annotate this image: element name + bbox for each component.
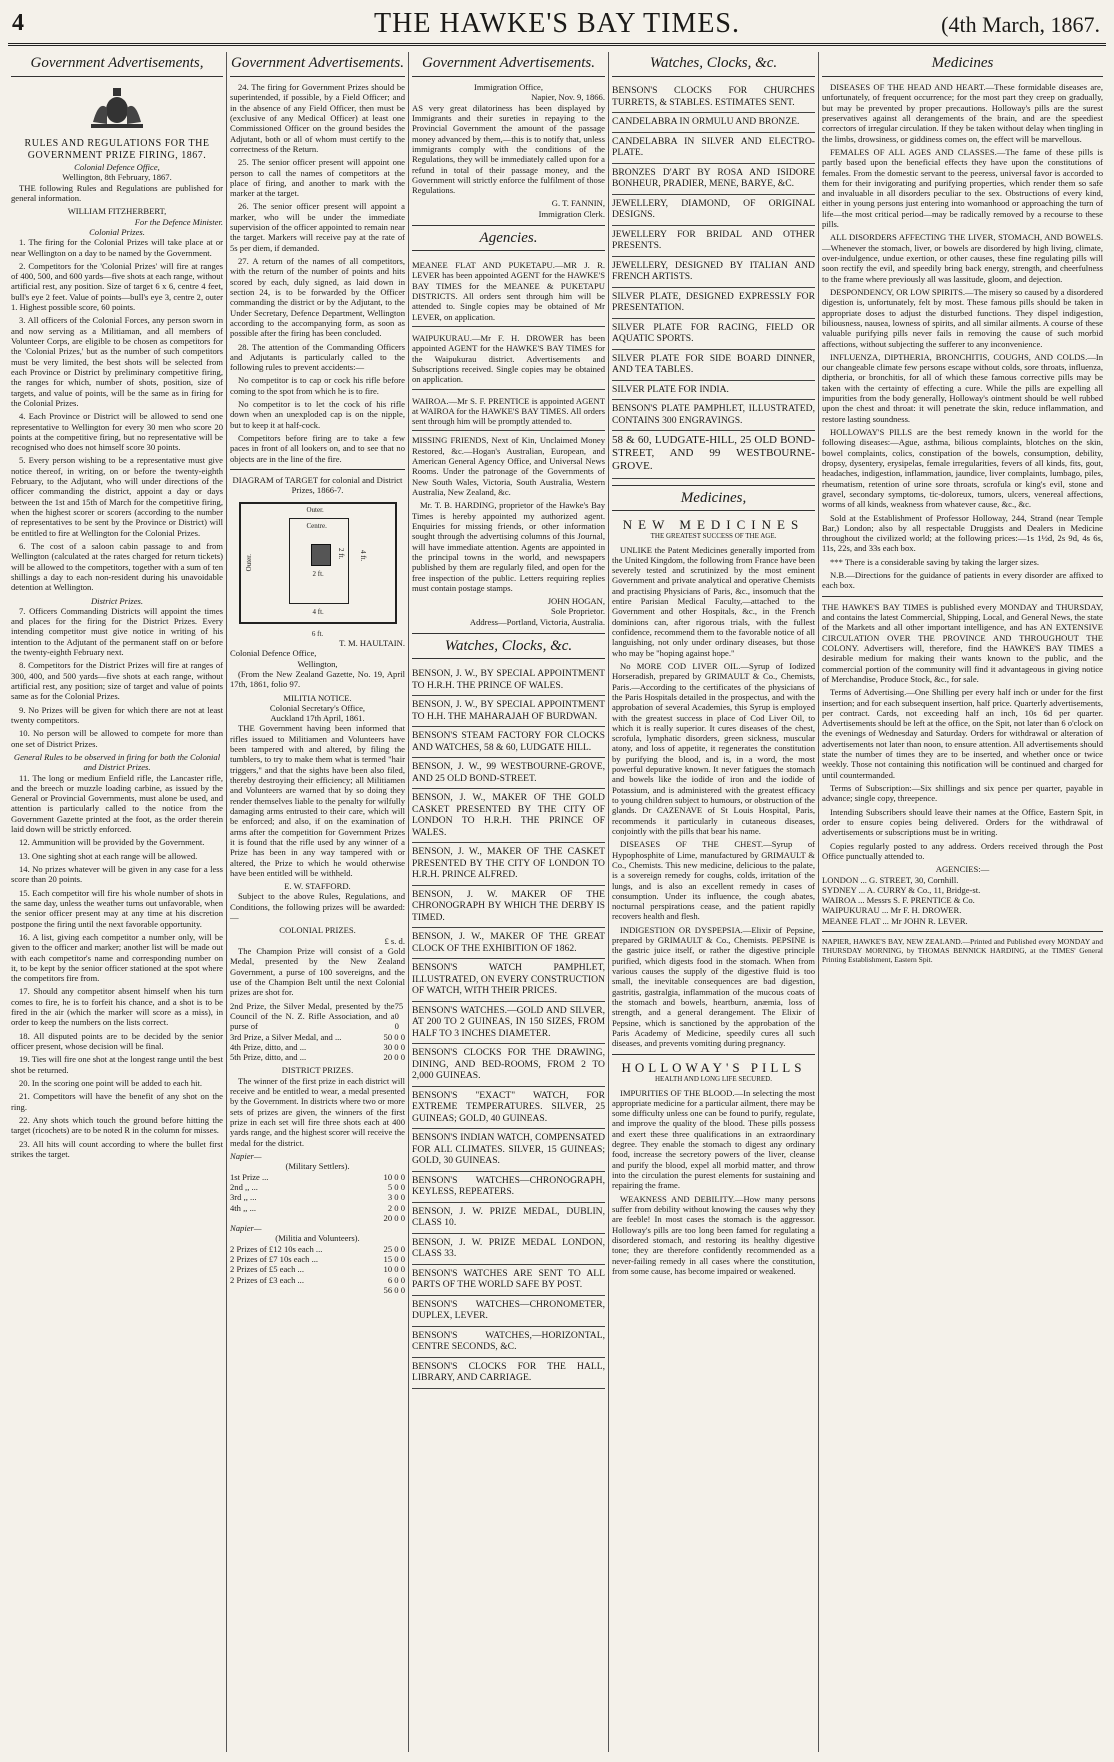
champion-prize: The Champion Prize will consist of a Gold Medal, presented by the New Zealand Government, a purse of 100 sovereigns, and the use of the Champion Belt until the next Colonial prizes are shot for.	[230, 946, 405, 998]
benson-ad: BENSON, J. W., 99 WESTBOURNE-GROVE, AND 25 OLD BOND-STREET.	[412, 758, 605, 789]
rule-text: 12. Ammunition will be provided by the Government.	[19, 837, 205, 848]
column-1	[8, 52, 226, 1752]
target-label-4ft: 4 ft.	[358, 549, 367, 561]
jewellery-ad: SILVER PLATE FOR INDIA.	[612, 381, 815, 401]
agent-line: SYDNEY ... A. CURRY & Co., 11, Bridge-st.	[822, 884, 981, 895]
rule-text: 28. The attention of the Commanding Officers and Adjutants is particularly called to the following rules to prevent accidents:—	[230, 341, 405, 373]
new-medicines-subtitle: THE GREATEST SUCCESS OF THE AGE.	[650, 532, 777, 541]
agency-notice: WAIROA.—Mr S. F. PRENTICE is appointed AGENT at WAIROA for the HAWKE'S BAY TIMES. All orders sent through him will be promptly attended to.	[412, 393, 605, 432]
prize-row: 2 Prizes of £7 10s each ... 15 0 0	[230, 1254, 405, 1265]
subhead-colonial-prizes: Colonial Prizes.	[89, 226, 145, 237]
benson-ad: BENSON'S WATCHES—CHRONOGRAPH, KEYLESS, REPEATERS.	[412, 1172, 605, 1203]
column-2	[226, 52, 408, 1752]
rule-text: 13. One sighting shot at each range will be allowed.	[19, 850, 198, 861]
holloway-paragraph: IMPURITIES OF THE BLOOD.—In selecting the most appropriate medicine for a particular ailment, there may be some difficulty unless one can be found to purify, regulate, and improve the quality of the blood. These pills possess and exert these three qualifications in an extraordinary degree. They enable the stomach to digest any ordinary food, increase the secretory powers of the liver, cleanse and purify the blood, expel all morbid matter, and throw into the circulation the purest elements for sustaining and repairing the frame.	[612, 1087, 815, 1191]
holloway-title: HOLLOWAY'S PILLS	[621, 1059, 806, 1075]
place-date-line: Wellington, 8th February, 1867.	[62, 172, 172, 183]
target-bulls-eye	[311, 544, 331, 566]
benson-ad: BENSON, J. W., MAKER OF THE GOLD CASKET PRESENTED BY THE CITY OF LONDON TO H.R.H. THE PRINCE OF WALES.	[412, 789, 605, 843]
agent-line: WAIPUKURAU ... Mr F. H. DROWER.	[822, 905, 962, 916]
immigration-date: Napier, Nov. 9, 1866.	[531, 92, 605, 103]
benson-ad: BENSON'S WATCH PAMPHLET, ILLUSTRATED, ON EVERY CONSTRUCTION OF WATCH, WITH THEIR PRICES.	[412, 959, 605, 1002]
newspaper-title: THE HAWKE'S BAY TIMES.	[374, 8, 740, 39]
target-label-centre: Centre.	[306, 521, 327, 530]
royal-coat-of-arms-icon	[85, 82, 149, 132]
immigration-office: Immigration Office,	[473, 82, 544, 92]
rule-text: 24. The firing for Government Prizes should be superintended, if possible, by a Field Officer; and in the absence of any Field Officer, then must be (exclusive of any Medical Officer) at least one Commissioned Officer on the ground besides the Adjutant, both or all of whom must certify to the correctness of the Return.	[230, 82, 405, 154]
rule-text: 17. Should any competitor absent himself when his turn comes to fire, he is to forfeit his chance, and a shot is to be fired in the air (which the marker will score as a miss), in order to keep the numbers on the lists correct.	[11, 986, 223, 1028]
signatory-title: For the Defence Minister.	[134, 216, 223, 227]
signatory: WILLIAM FITZHERBERT,	[67, 206, 167, 217]
benson-ad: BENSON'S WATCHES,—HORIZONTAL, CENTRE SECONDS, &C.	[412, 1327, 605, 1358]
gazette-reference: (From the New Zealand Gazette, No. 19, April 17th, 1861, folio 97.	[230, 668, 405, 690]
medicine-paragraph: ALL DISORDERS AFFECTING THE LIVER, STOMACH, AND BOWELS.—Whenever the stomach, liver, or bowels are disordered by high living, climate, over-indulgence, undue exertion, or other causes, these fine regulating pills will soon rectify the evil, and speedily bring back energy, strength, and cheerfulness to the frame where previously all was lassitude, gloom, and dejection.	[822, 232, 1103, 284]
prize-row: 2 Prizes of £3 each ... 6 0 0	[230, 1274, 405, 1285]
medicine-paragraph: HOLLOWAY'S PILLS are the best remedy known in the world for the following diseases:—Ague, asthma, bilious complaints, blotches on the skin, bowel complaints, colics, constipation of the bowels, consumption, debility, dropsy, dysentery, erysipelas, female irregularities, fevers of all kinds, fits, gout, headaches, indigestion, inflammation, jaundice, liver complaints, lumbago, piles, rheumatism, retention of urine sore throats, scrofula or king's evil, stone and gravel, secondary symptoms, tic-doloreux, tumors, ulcers, venereal affections, worms of all kinds, weakness from whatever cause, &c., &c.	[822, 427, 1103, 510]
times-notice: Intending Subscribers should leave their names at the Office, Eastern Spit, in order to ensure copies being delivered. Orders for the withdrawal of advertisements or subscriptions must be in writing.	[822, 806, 1103, 838]
target-diagram	[239, 502, 397, 624]
rule-text: 11. The long or medium Enfield rifle, the Lancaster rifle, and the breech or muzzle loading carbine, as issued by the General or Provincial Governments, must alone be used, and attention is particularly called to the notice from the Government Gazette printed at the foot, as the order therein laid down will be strictly enforced.	[11, 772, 223, 835]
jewellery-ad: BRONZES D'ART BY ROSA AND ISIDORE BONHEUR, PRADIER, MENE, BARYE, &C.	[612, 164, 815, 195]
benson-ad: BENSON'S CLOCKS FOR THE HALL, LIBRARY, AND CARRIAGE.	[412, 1358, 605, 1389]
column-4	[608, 52, 818, 1752]
prize-row: 5th Prize, ditto, and ... 20 0 0	[230, 1052, 405, 1063]
prize-row: 3rd ,, ... 3 0 0	[230, 1192, 405, 1203]
rule-text: 20. In the scoring one point will be added to each hit.	[19, 1077, 203, 1088]
benson-ad: BENSON, J. W., MAKER OF THE CASKET PRESENTED BY THE CITY OF LONDON TO H.R.H. PRINCE ALFRED.	[412, 843, 605, 886]
rule-text: 5. Every person wishing to be a representative must give notice thereof, in writing, on or before the twenty-eighth February, to the Adjutant, who will under directions of the officer commanding the district, appoint a day or days between the 1st and 15th of March for the competitive firing, when the highest scorer or scorers (according to the number of representatives to be sent by the Province or District) will be entitled to fire at Wellington for the Colonial Prizes.	[11, 455, 223, 538]
rule-text: 21. Competitors will have the benefit of any shot on the ring.	[11, 1091, 223, 1112]
gazette-sign: E. W. STAFFORD.	[284, 881, 351, 892]
medicine-paragraph: INFLUENZA, DIPTHERIA, BRONCHITIS, COUGHS, AND COLDS.—In our changeable climate few persons escape without colds, sore throats, influenza, diptheria, or bronchitis, for all of which these famous corrective pills may be taken with the certainty of effecting a cure. While the pills are expelling all impurities from the body generally, Holloway's ointment should be well rubbed upon the chest and throat: it will penetrate the skin, reduce inflammation, and restore lasting soundness.	[822, 351, 1103, 424]
benson-ad: BENSON, J. W., MAKER OF THE GREAT CLOCK OF THE EXHIBITION OF 1862.	[412, 928, 605, 959]
signed-place: Wellington,	[297, 658, 338, 669]
rule-text: 16. A list, giving each competitor a number only, will be given to the officer and marker; another list will be made out with each competitor's name and corresponding number on it, to be kept by the senior officer stationed at the spot where the competitors fire from.	[11, 931, 223, 984]
issue-date: (4th March, 1867.	[941, 12, 1100, 37]
rule-text: 22. Any shots which touch the ground before hitting the target (ricochets) are to be noted R in the column for misses.	[11, 1114, 223, 1136]
page-number: 4	[12, 10, 24, 36]
subhead-general-rules: General Rules to be observed in firing for both the Colonial and District Prizes.	[13, 751, 221, 773]
rule-text: 23. All hits will count according to where the bullet first strikes the target.	[11, 1138, 223, 1159]
rule-text: 1. The firing for the Colonial Prizes will take place at or near Wellington on a day to be named by the Government.	[11, 237, 223, 258]
target-label-2ft: 2 ft.	[312, 569, 324, 578]
agent-line: WAIROA ... Messrs S. F. PRENTICE & Co.	[822, 895, 975, 906]
prize-total: 56 0 0	[383, 1285, 405, 1296]
jewellery-ad: SILVER PLATE FOR RACING, FIELD OR AQUATIC SPORTS.	[612, 319, 815, 350]
jewellery-ad: CANDELABRA IN SILVER AND ELECTRO-PLATE.	[612, 133, 815, 164]
prize-row: 4th ,, ... 2 0 0	[230, 1202, 405, 1213]
jewellery-ad: JEWELLERY, DIAMOND, OF ORIGINAL DESIGNS.	[612, 195, 815, 226]
secretary-place: Auckland 17th April, 1861.	[270, 713, 365, 724]
rule-text: 26. The senior officer present will appoint a marker, who will be under the immediate supervision of the officer appointed to remain near the target. Markers will receive pay at the rate of 5s per diem, if demanded.	[230, 201, 405, 253]
rule-text: 4. Each Province or District will be allowed to send one representative to Wellington for every 30 men who score 20 points at the competitive firing, but no representative will be recognised who does not himself score 30 points.	[11, 411, 223, 453]
jewellery-ad: CANDELABRA IN ORMULU AND BRONZE.	[612, 113, 815, 133]
rule-text: 6. The cost of a saloon cabin passage to and from Wellington (calculated at the rates charged for return tickets) will be allowed to the competitors, together with a sum of ten shillings a day to each non-resident during his unavoidable detention at Wellington.	[11, 540, 223, 593]
rule-text: 9. No Prizes will be given for which there are not at least twenty competitors.	[11, 704, 223, 725]
rule-text: 10. No person will be allowed to compete for more than one set of District Prizes.	[11, 728, 223, 749]
jewellery-ad: JEWELLERY, DESIGNED BY ITALIAN AND FRENCH ARTISTS.	[612, 257, 815, 288]
times-notice: THE HAWKE'S BAY TIMES is published every MONDAY and THURSDAY, and contains the latest Commercial, Shipping, Local, and General News, the state of the Markets and all other important intelligence, and has AN EXTENSIVE CIRCULATION OVER THE PROVINCE AND THROUGHOUT THE COLONY. Advertisers will, therefore, find the HAWKE'S BAY TIMES a desirable medium for making their wants known to the public, and the commercial portion of the community will find it advantageous in giving notice of Merchandise, Produce Stock, &c., for sale.	[822, 601, 1103, 684]
jewellery-ad: BENSON'S CLOCKS FOR CHURCHES TURRETS, & STABLES. ESTIMATES SENT.	[612, 82, 815, 113]
safety-rule: Competitors before firing are to take a few paces in front of all lookers on, and to see that no objects are in the line of the fire.	[230, 433, 405, 464]
medicine-paragraph: DISEASES OF THE CHEST.—Syrup of Hypophosphite of Lime, manufactured by GRIMAULT & Co., Chemists. This new medicine, delicious to the palate, is a sovereign remedy for coughs, colds, irritation of the lungs, and is also an excellent remedy in cases of consumption. Under its influence, the cough abates, nocturnal perspirations cease, and the patient rapidly recovers health and flesh.	[612, 839, 815, 922]
immigration-title: Immigration Clerk.	[538, 208, 605, 219]
militia-notice: MILITIA NOTICE.	[283, 692, 352, 703]
district-body: The winner of the first prize in each district will receive and be entitled to wear, a medal presented by the Government. In districts where two or more sets of prizes are given, the winners of the first prize in each set will fire three shots each at 400 yards range, and the highest scorer will receive the medal for the district.	[230, 1075, 405, 1148]
target-label-6ft: 6 ft.	[311, 629, 324, 638]
medicine-paragraph: N.B.—Directions for the guidance of patients in every disorder are affixed to each box.	[822, 570, 1103, 591]
benson-ad: BENSON'S CLOCKS FOR THE DRAWING, DINING, AND BED-ROOMS, FROM 2 TO 2,000 GUINEAS.	[412, 1044, 605, 1087]
rule-text: 27. A return of the names of all competitors, with the return of the number of points and hits scored by each, duly signed, as laid down in section 24, is to be forwarded by the Officer commanding the district or by the Adjutant, to the Under Secretary, Defence Department, Wellington according to the accompanying form, as soon as possible after the firing has been concluded.	[230, 256, 405, 339]
hogan-title: Sole Proprietor.	[551, 606, 605, 617]
signed-office: Colonial Defence Office,	[230, 648, 317, 659]
benson-ad: BENSON'S WATCHES—CHRONOMETER, DUPLEX, LEVER.	[412, 1296, 605, 1327]
hogan-sign: JOHN HOGAN,	[547, 596, 605, 607]
column-3	[408, 52, 608, 1752]
agency-notice: MEANEE FLAT AND PUKETAPU.—MR J. R. LEVER has been appointed AGENT for the HAWKE'S BAY TIMES for the MEANEE & PUKETAPU DISTRICTS. All orders sent through him will be attended to. Single copies may be obtained of Mr LEVER, on application.	[412, 257, 605, 327]
new-medicines-title: NEW MEDICINES	[622, 516, 805, 532]
target-label-outer-side: Outer.	[244, 553, 253, 571]
lsd-header: £ s. d.	[384, 935, 405, 946]
jewellery-ad: SILVER PLATE FOR SIDE BOARD DINNER, AND TEA TABLES.	[612, 350, 815, 381]
newspaper-page	[8, 6, 1106, 1756]
office-line: Colonial Defence Office,	[74, 162, 160, 172]
intro-text: THE following Rules and Regulations are published for general information.	[11, 182, 223, 203]
immigration-sign: G. T. FANNIN,	[551, 198, 605, 209]
hogan-address: Address—Portland, Victoria, Australia.	[469, 616, 605, 627]
imprint: NAPIER, HAWKE'S BAY, NEW ZEALAND.—Printed and Published every MONDAY and THURSDAY MORNING, by THOMAS BENNICK HARDING, at the TIMES' General Printing Establishment, Eastern Spit.	[822, 937, 1103, 965]
prize-row: 2nd Prize, the Silver Medal, presented by the Council of the N. Z. Rifle Association, and a purse of 75 0 0	[230, 1000, 404, 1032]
safety-rule: No competitor is to cap or cock his rifle before coming to the spot from which he is to fire.	[230, 375, 405, 396]
medicine-paragraph: UNLIKE the Patent Medicines generally imported from the United Kingdom, the following from France have been severely tested and scrutinized by the most eminent Government and private analytical and operative Chemists and practising Physicians of Paris, &c., insomuch that the entire Parisian Medical Faculty,—attached to the Government and other Hospitals, &c., in the French dominions can, after rigorous trials, with the fullest confidence, recommend them to the favorable notice of all languishing, not only under ordinary diseases, but those who may be "hoping against hope."	[612, 544, 815, 658]
missing-friends-notice: MISSING FRIENDS, Next of Kin, Unclaimed Money Restored, &c.—Hogan's Australian, European, and American General Agency Office, and Universal News Rooms. Under the patronage of the Governments of New South Wales, Victoria, South Australia, Western Australia, New Zealand, &c.	[412, 435, 605, 497]
jewellery-ad: SILVER PLATE, DESIGNED EXPRESSLY FOR PRESENTATION.	[612, 288, 815, 319]
column-header: Government Advertisements.	[412, 52, 605, 77]
column-header: Watches, Clocks, &c.	[612, 52, 815, 77]
napier-heading: Napier—	[230, 1150, 262, 1161]
military-settlers: (Military Settlers).	[285, 1161, 350, 1172]
benson-ad: BENSON, J. W. PRIZE MEDAL, DUBLIN, CLASS 10.	[412, 1203, 605, 1234]
harding-notice: Mr. T. B. HARDING, proprietor of the Hawke's Bay Times is hereby appointed my authorized agent. Enquiries for missing friends, or other information sought through the advertising columns of this Journal, will have immediate attention. Agents are appointed in the principal towns in the world, and newspapers published by them are regularly filed, and open for the free inspection of the public. Letters requiring replies must contain postage stamps.	[412, 500, 605, 593]
immigration-notice: AS very great dilatoriness has been displayed by Immigrants and their sureties in repaying to the Provincial Government the amount of the passage money advanced by them,—this is to notify that, unless immigrants comply with the conditions of the Regulations, they will be immediately called upon for a refund in total of their passage money, and the Government will strictly enforce the fulfilment of those Regulations.	[412, 102, 605, 196]
benson-ad: BENSON, J. W., BY SPECIAL APPOINTMENT TO H.H. THE MAHARAJAH OF BURDWAN.	[412, 696, 605, 727]
medicine-paragraph: *** There is a considerable saving by taking the larger sizes.	[830, 556, 1039, 567]
medicine-paragraph: FEMALES OF ALL AGES AND CLASSES.—The fame of these pills is partly based upon the beneficial effects they have upon the constitutions of females. From the domestic servant to the peeress, universal favor is accorded to them for their invigorating and purifying properties, which render them so safe and invaluable in all disorders peculiar to the sex. Obstructions of every kind, either in young persons just entering into womanhood or approaching the turn of life—the most critical period—may be radically removed by a recourse to these pills.	[822, 146, 1103, 230]
district-prizes-head: DISTRICT PRIZES.	[281, 1065, 354, 1076]
prize-row: 4th Prize, ditto, and ... 30 0 0	[230, 1041, 405, 1052]
times-notice: Terms of Subscription:—Six shillings and six pence per quarter, payable in advance; single copy, threepence.	[822, 783, 1103, 804]
agent-line: MEANEE FLAT ... Mr JOHN R. LEVER.	[822, 915, 968, 926]
column-header: Government Advertisements.	[230, 52, 405, 77]
prize-row: 2 Prizes of £5 each ... 10 0 0	[230, 1264, 405, 1275]
medicine-paragraph: No MORE COD LIVER OIL.—Syrup of Iodized Horseradish, prepared by GRIMAULT & Co., Chemists, Paris.—According to the certificates of the physicians of the Paris Hospitals detailed in the prospectus, and with the approbation of several Academies, this Syrup is employed with the greatest success in place of Cod Liver Oil, to which it is really superior. It cures diseases of the chest, scrofula, lymphatic disorders, green sickness, muscular atony, and loss of appetite, it regenerates the constitution by purifying the blood, and is, in a word, the most powerful depurative known. It never fatigues the stomach and bowels like the iodide of iron and the iodide of Potassium, and is administered with the greatest efficacy to young children subject to humours, or obstruction of the glands. Dr CAZENAVE of St Louis Hospital, Paris, recommends it particularly in cutaneous diseases, conjointly with the pills that bear his name.	[612, 660, 815, 836]
rule-text: 8. Competitors for the District Prizes will fire at ranges of 300, 400, and 500 yards—five shots at each range, without artificial rest, any position; size of target and value of points same as for the Colonial Prizes.	[11, 660, 223, 702]
rule-text: 7. Officers Commanding Districts will appoint the times and places for the firing for the District Prizes. Every intending competitor must give notice in writing of his intention to the Adjutant of the permanent staff on or before the twenty-eighth February next.	[11, 605, 223, 658]
jewellery-ad: BENSON'S PLATE PAMPHLET, ILLUSTRATED, CONTAINS 300 ENGRAVINGS.	[612, 400, 815, 431]
benson-ad: BENSON'S STEAM FACTORY FOR CLOCKS AND WATCHES, 58 & 60, LUDGATE HILL.	[412, 727, 605, 758]
column-header: Medicines	[822, 52, 1103, 77]
agency-notice: WAIPUKURAU.—Mr F. H. DROWER has been appointed AGENT for the HAWKE'S BAY TIMES for the Waipukurau district. Advertisements and Subscriptions received. Single copies may be obtained on application.	[412, 330, 605, 390]
prizes-intro: Subject to the above Rules, Regulations, and Conditions, the following prizes will be awarded:—	[230, 891, 405, 923]
benson-ad: BENSON, J. W. PRIZE MEDAL LONDON, CLASS 33.	[412, 1234, 605, 1265]
subhead-district-prizes: District Prizes.	[90, 595, 144, 606]
gazette-body: THE Government having been informed that rifles issued to Militiamen and Volunteers have been tampered with and altered, by filing the tumblers, to try to make them what is termed "hair triggers," and that the sights have been also filed, thereby destroying their efficiency; all Militiamen and Volunteers are warned that by so doing they render themselves liable to the penalty for wilfully damaging arms entrusted to their care, which will be enforced; and also, if on the examination of arms after the competition for Government Prizes it is found that the rifle used by any winner of a Prize has been in any way tampered with or altered, the Prize to which he would otherwise have been entitled will be withheld.	[230, 723, 405, 878]
diagram-signed: T. M. HAULTAIN.	[339, 637, 405, 648]
rule-text: 15. Each competitor will fire his whole number of shots in the same day, unless the weather turns out unfavorable, when the senior officer present may at any time at his discretion postpone the firing until the next favorable opportunity.	[11, 887, 223, 929]
prize-total: 20 0 0	[383, 1212, 405, 1223]
safety-rule: No competitor is to let the cock of his rifle down when an unexploded cap is on the nipple, but to keep it at half-cock.	[230, 399, 405, 430]
prize-row: 2nd ,, ... 5 0 0	[230, 1181, 405, 1192]
agent-line: LONDON ... G. STREET, 30, Cornhill.	[822, 874, 959, 885]
medicine-paragraph: DESPONDENCY, OR LOW SPIRITS.—The misery so caused by a disordered digestion is, unfortunately, felt by most. These famous pills should be taken in appropriate doses to adjust the disturbed functions. They dispel indigestion, biliousness, nausea, lowness of spirits, and all similar ailments. A course of these valuable purifying pills never fails in removing the cause of such morbid affections, without subjecting the sufferer to any inconvenience.	[822, 286, 1103, 349]
address-ad: 58 & 60, LUDGATE-HILL, 25 OLD BOND-STREET, AND 99 WESTBOURNE-GROVE.	[612, 431, 815, 479]
benson-ad: BENSON'S INDIAN WATCH, COMPENSATED FOR ALL CLIMATES. SILVER, 15 GUINEAS; GOLD, 30 GUINEAS.	[412, 1129, 605, 1172]
masthead	[8, 6, 1106, 46]
section-header-medicines: Medicines,	[612, 485, 815, 511]
rule-text: 18. All disputed points are to be decided by the senior officer present, whose decision will be final.	[11, 1030, 223, 1051]
colonial-prizes-head: COLONIAL PRIZES.	[279, 925, 356, 936]
section-header-agencies: Agencies.	[412, 225, 605, 251]
benson-ad: BENSON'S WATCHES ARE SENT TO ALL PARTS OF THE WORLD SAFE BY POST.	[412, 1265, 605, 1296]
target-label-outer: Outer.	[306, 505, 324, 514]
holloway-paragraph: WEAKNESS AND DEBILITY.—How many persons suffer from debility without knowing the causes why they are feeble! In most cases the stomach is the aggressor. Holloway's pills are too long been famed for regulating a disordered stomach, and restoring its healthy digestive tone; they are therefore confidently recommended as a never-failing remedy in all cases where the constitution, from some cause, has become impaired or weakened.	[612, 1193, 815, 1276]
prize-row: 2 Prizes of £12 10s each ... 25 0 0	[230, 1243, 405, 1254]
target-label-2ft-side: 2 ft.	[336, 547, 345, 559]
diagram-caption: DIAGRAM of TARGET for colonial and District Prizes, 1866-7.	[232, 474, 403, 496]
rule-text: 3. All officers of the Colonial Forces, any person sworn in and now serving as a Militiaman, and all members of Volunteer Corps, are eligible to be chosen as competitors for the 'Colonial Prizes,' but as the number of such competitors must be very limited, the best shots will be selected from each Province or District by preliminary competitive firing, the ranges for which, number of shots, position, size of targets, and value of points, will be the same as in firing for the Colonial Prizes.	[11, 315, 223, 408]
rule-text: 14. No prizes whatever will be given in any case for a less score than 20 points.	[11, 864, 223, 885]
medicine-paragraph: INDIGESTION OR DYSPEPSIA.—Elixir of Pepsine, prepared by GRIMAULT & Co., Chemists. PEPSINE is the gastric juice itself, or rather the digestive principle purified, which digests food in the stomach. When from various causes the supply of the digestive fluid is too small, the inevitable consequences are bad digestion, gastritis, gastralgia, inflammation of the mucous coats of the stomach and bowels, heartburn, anæmia, loss of strength, and a general derangement. The Elixir of Pepsine, which is sanctioned by the approbation of the Paris Academy of Medicine, speedily cures all such diseases, and prevents vomiting during pregnancy.	[612, 924, 815, 1049]
militia-volunteers: (Militia and Volunteers).	[275, 1233, 360, 1244]
medicine-paragraph: DISEASES OF THE HEAD AND HEART.—These formidable diseases are, unfortunately, of frequent occurrence; for the most part they creep on gradually, but may be prevented by proper precautions. Holloway's pills are the surest preservatives against all derangements of the brain, and are the speediest correctors of irregular circulation. If they be taken without delay when tingling in the limbs, drowsiness, or giddiness comes on, the effect will be marvellous.	[822, 82, 1103, 144]
rule-text: 19. Ties will fire one shot at the longest range until the best shot be returned.	[11, 1054, 223, 1075]
target-label-4ft-bottom: 4 ft.	[312, 607, 324, 616]
column-5	[818, 52, 1106, 1752]
jewellery-ad: JEWELLERY FOR BRIDAL AND OTHER PRESENTS.	[612, 226, 815, 257]
column-header: Government Advertisements,	[11, 52, 223, 77]
benson-ad: BENSON'S "EXACT" WATCH, FOR EXTREME TEMPERATURES. SILVER, 25 GUINEAS; GOLD, 40 GUINEAS.	[412, 1087, 605, 1130]
benson-ad: BENSON'S WATCHES.—GOLD AND SILVER, AT 200 TO 2 GUINEAS, IN 150 SIZES, FROM HALF TO 3 INCHES DIAMETER.	[412, 1002, 605, 1045]
prize-row: 1st Prize ... 10 0 0	[230, 1171, 405, 1182]
times-notice: Terms of Advertising.—One Shilling per every half inch or under for the first insertion; and for each subsequent insertion, half price. Quarterly advertisements, per contract. Cards, not exceeding half an inch, 10s 6d per quarter. Advertisements should be left at the office, on the Spit, not later than 6 o'clock on the evenings of Wednesday and Saturday. Orders for withdrawal or alteration of advertisements not later than noon, to ensure attention. All advertisements should state the number of times they are to be inserted, and whether once or twice weekly. Those not containing this notification will be continued and charged for until countermanded.	[822, 687, 1103, 780]
holloway-subtitle: HEALTH AND LONG LIFE SECURED.	[655, 1075, 772, 1084]
prize-row: 3rd Prize, a Silver Medal, and ... 50 0 0	[230, 1031, 405, 1042]
rule-text: 2. Competitors for the 'Colonial Prizes' will fire at ranges of 400, 500, and 600 yards—five shots at each range, without artificial rest, any position. Size of target 6 x 6, centre 4 feet, bull's eye 2 feet. Value of points—bull's eye 3, centre 2, outer 1. Highest possible score, 60 points.	[11, 260, 223, 313]
rule-text: 25. The senior officer present will appoint one person to call the names of competitors at the place of firing, and another to mark with the marker at the target.	[230, 157, 405, 199]
notice-title: RULES AND REGULATIONS FOR THE GOVERNMENT PRIZE FIRING, 1867.	[24, 138, 210, 161]
medicine-paragraph: Sold at the Establishment of Professor Holloway, 244, Strand (near Temple Bar,) London; also by all respectable Druggists and Dealers in Medicine throughout the civilized world; at the following prices:—1s 1½d, 2s 9d, 4s 6s, 11s, 22s, and 33s each box.	[822, 512, 1103, 554]
times-notice: Copies regularly posted to any address. Orders received through the Post Office punctually attended to.	[822, 840, 1103, 861]
agents-heading: AGENCIES:—	[935, 864, 990, 875]
benson-ad: BENSON, J. W., BY SPECIAL APPOINTMENT TO H.R.H. THE PRINCE OF WALES.	[412, 665, 605, 696]
napier-heading: Napier—	[230, 1223, 262, 1234]
benson-ad: BENSON, J. W. MAKER OF THE CHRONOGRAPH BY WHICH THE DERBY IS TIMED.	[412, 886, 605, 929]
secretary-office: Colonial Secretary's Office,	[269, 702, 366, 713]
section-header-watches: Watches, Clocks, &c.	[412, 633, 605, 659]
